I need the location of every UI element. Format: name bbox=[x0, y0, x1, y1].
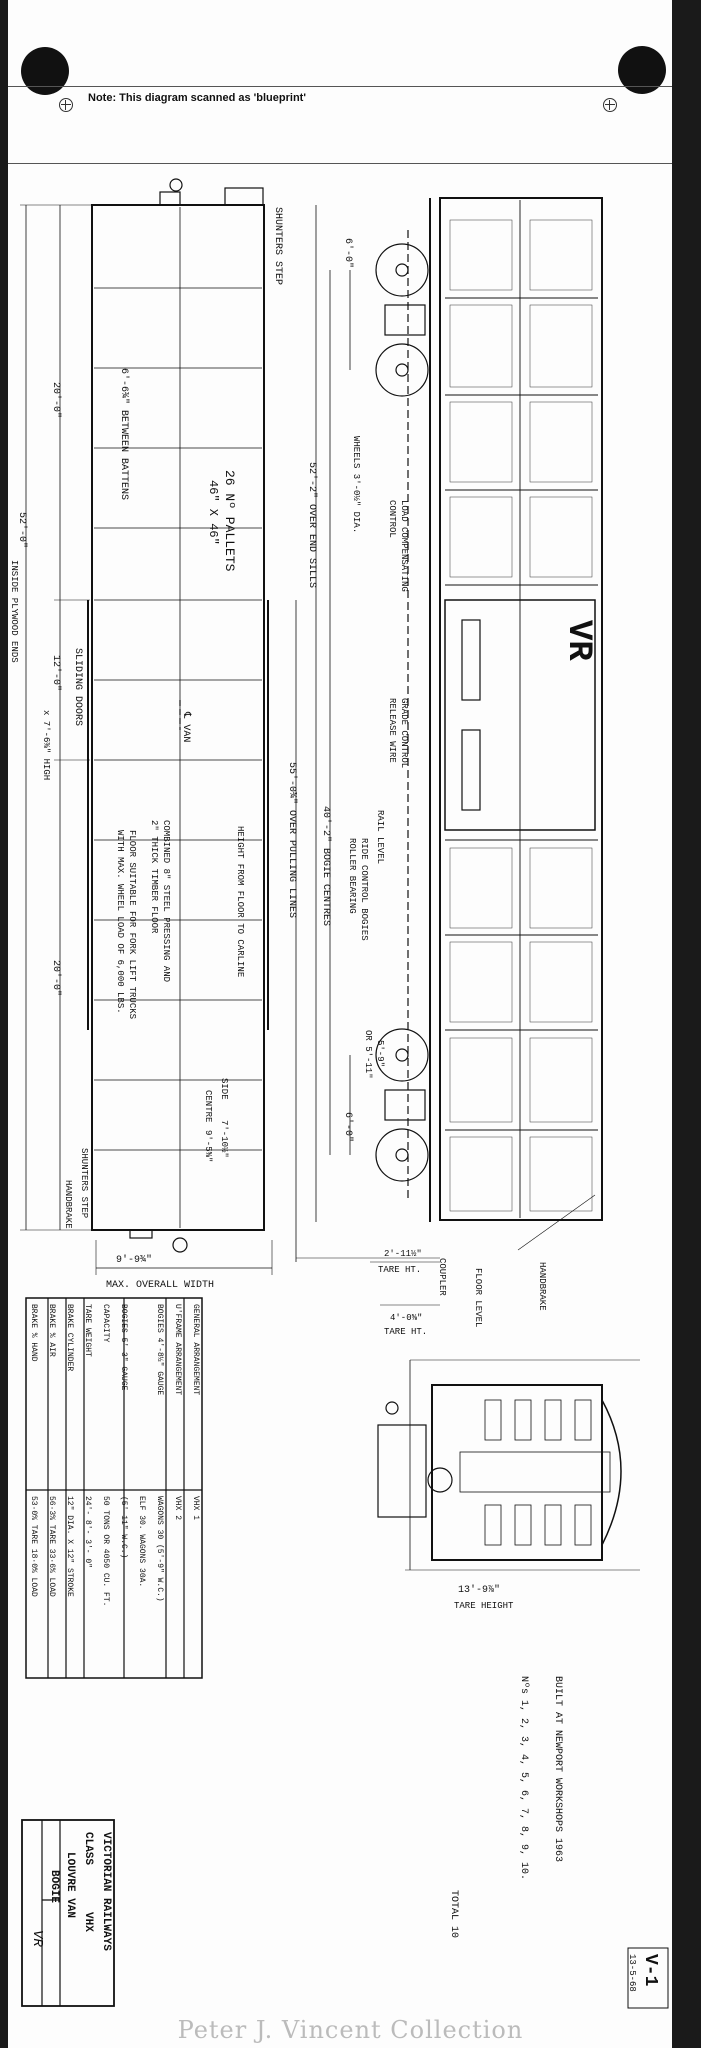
dim-6b: 6'-0" bbox=[342, 1112, 353, 1143]
table-row-label: BRAKE % HAND bbox=[29, 1304, 38, 1362]
centre-value: 9'-5⅝" bbox=[203, 1130, 213, 1163]
table-row-label: BRAKE % AIR bbox=[47, 1304, 56, 1357]
ride-control-2: ROLLER BEARING bbox=[347, 838, 357, 914]
plan-outline bbox=[92, 205, 264, 1230]
vr-logo: VR bbox=[559, 620, 597, 661]
table-row-value: 24'- 8'- 3'- 0" bbox=[83, 1496, 92, 1569]
scan-note: Note: This diagram scanned as 'blueprint' bbox=[88, 92, 306, 104]
shunters-step-top: SHUNTERS STEP bbox=[272, 207, 283, 286]
title-railway: VICTORIAN RAILWAYS bbox=[100, 1832, 112, 1951]
between-battens: 6'-6¾" BETWEEN BATTENS bbox=[118, 368, 129, 501]
floor-height: 4'-0⅝" bbox=[390, 1313, 423, 1323]
total: TOTAL 10 bbox=[448, 1890, 459, 1939]
built-at: BUILT AT NEWPORT WORKSHOPS 1963 bbox=[552, 1676, 563, 1863]
grade-control-1: GRADE CONTROL bbox=[399, 698, 409, 769]
sheet-date: 13-5-68 bbox=[627, 1954, 637, 1992]
table-row-value: (5'-11" W.C.) bbox=[119, 1496, 128, 1559]
table-row-value: 50 TONS OR 4050 CU. FT. bbox=[101, 1496, 110, 1607]
title-class-value: VHX bbox=[82, 1912, 94, 1932]
particulars-table-text bbox=[29, 1304, 200, 1606]
table-row-label: GENERAL ARRANGEMENT bbox=[191, 1304, 200, 1396]
table-row-label: TARE WEIGHT bbox=[83, 1304, 92, 1357]
title-type-2: BOGIE bbox=[48, 1870, 60, 1904]
centre-label: CENTRE bbox=[203, 1090, 213, 1123]
table-row-value: 53·0% TARE 18·0% LOAD bbox=[29, 1496, 38, 1597]
tare-ht-b: TARE HT. bbox=[384, 1327, 428, 1337]
title-initials: VR bbox=[29, 1930, 45, 1947]
van-centreline: ℄ VAN bbox=[180, 712, 191, 743]
wheels-dia: WHEELS 3'-0½" DIA. bbox=[351, 436, 361, 534]
dim-6a: 6'-0" bbox=[342, 238, 353, 269]
coupler-label: COUPLER bbox=[437, 1258, 447, 1296]
shunters-step-bottom: SHUNTERS STEP bbox=[79, 1148, 89, 1219]
coupler-height: 2'-11½" bbox=[384, 1249, 422, 1259]
table-row-label: CAPACITY bbox=[101, 1304, 110, 1343]
table-row-value: VHX 2 bbox=[173, 1496, 182, 1521]
table-row-value: WAGONS 30 (5'-9" W.C.) bbox=[155, 1496, 164, 1602]
max-width-value: 9'-9¾" bbox=[116, 1255, 153, 1266]
tare-ht-a: TARE HT. bbox=[378, 1265, 422, 1275]
gauge-2: OR 5'-11" bbox=[363, 1030, 373, 1079]
collection-watermark: Peter J. Vincent Collection bbox=[177, 2016, 524, 2044]
dim-20b: 20'-0" bbox=[50, 960, 61, 997]
floor-level: FLOOR LEVEL bbox=[473, 1268, 483, 1328]
title-type-1: LOUVRE VAN bbox=[64, 1852, 76, 1919]
car-numbers: Nºs 1, 2, 3, 4, 5, 6, 7, 8, 9, 10. bbox=[518, 1676, 529, 1881]
bogie-centres: 40'-2" BOGIE CENTRES bbox=[320, 806, 331, 927]
sliding-doors: SLIDING DOORS bbox=[72, 648, 83, 727]
over-pulling-lines: 55'-0¾" OVER PULLING LINES bbox=[286, 762, 297, 919]
load-compensating-1: LOAD COMPENSATING bbox=[399, 500, 409, 592]
table-row-value: 12" DIA. X 12" STROKE bbox=[65, 1496, 74, 1597]
floor-suitable-2: WITH MAX. WHEEL LOAD OF 6,000 LBS. bbox=[115, 830, 125, 1014]
sheet-number: V-1 bbox=[640, 1954, 660, 1987]
handbrake-elevation: HANDBRAKE bbox=[537, 1262, 547, 1311]
dim-12: 12'-0" bbox=[50, 655, 61, 692]
louvre-panels bbox=[445, 200, 598, 1218]
tare-height-value: 13'-9⅞" bbox=[458, 1585, 501, 1596]
door-size: x 7'-6⅜" HIGH bbox=[41, 710, 51, 781]
elevation-body bbox=[440, 198, 602, 1220]
dim-52: 52'-0" bbox=[16, 512, 27, 549]
max-width-label: MAX. OVERALL WIDTH bbox=[106, 1280, 215, 1291]
end-elevation bbox=[432, 1385, 602, 1560]
floor-suitable-1: FLOOR SUITABLE FOR FORK LIFT TRUCKS bbox=[127, 830, 137, 1020]
rail-level: RAIL LEVEL bbox=[375, 810, 385, 865]
height-floor-carline: HEIGHT FROM FLOOR TO CARLINE bbox=[235, 826, 245, 978]
pallets-count: 26 Nº PALLETS bbox=[222, 470, 237, 572]
combined-floor-1: COMBINED 8" STEEL PRESSING AND bbox=[161, 820, 171, 983]
bogie-top bbox=[376, 244, 428, 396]
dim-20a: 20'-0" bbox=[50, 382, 61, 419]
tare-height-label: TARE HEIGHT bbox=[454, 1601, 514, 1611]
table-row-label: U'FRAME ARRANGEMENT bbox=[173, 1304, 182, 1396]
side-value: 7'-10½" bbox=[219, 1120, 229, 1158]
gauge-1: 5'-9" bbox=[375, 1040, 385, 1068]
load-compensating-2: CONTROL bbox=[387, 500, 397, 538]
handbrake-plan: HANDBRAKE bbox=[63, 1180, 73, 1229]
over-end-sills: 52'-2" OVER END SILLS bbox=[306, 462, 317, 589]
title-class-label: CLASS bbox=[82, 1832, 94, 1866]
table-row-label: BOGIES 5'-3" GAUGE bbox=[119, 1304, 128, 1391]
table-row-label: BRAKE CYLINDER bbox=[65, 1304, 74, 1372]
combined-floor-2: 2" THICK TIMBER FLOOR bbox=[149, 820, 159, 934]
table-row-label: BOGIES 4'-8½" GAUGE bbox=[155, 1304, 164, 1396]
ride-control-1: RIDE CONTROL BOGIES bbox=[359, 838, 369, 941]
grade-control-2: RELEASE WIRE bbox=[387, 698, 397, 763]
inside-plywood: INSIDE PLYWOOD ENDS bbox=[9, 560, 19, 663]
table-row-value: VHX 1 bbox=[191, 1496, 200, 1521]
louvre-slats bbox=[450, 220, 592, 1211]
table-row-value: 56·3% TARE 33·6% LOAD bbox=[47, 1496, 56, 1597]
table-row-value: ELF 30. WAGONS 30A. bbox=[137, 1496, 146, 1588]
side-label: SIDE bbox=[219, 1078, 229, 1100]
pallets-size: 46" X 46" bbox=[206, 480, 220, 545]
